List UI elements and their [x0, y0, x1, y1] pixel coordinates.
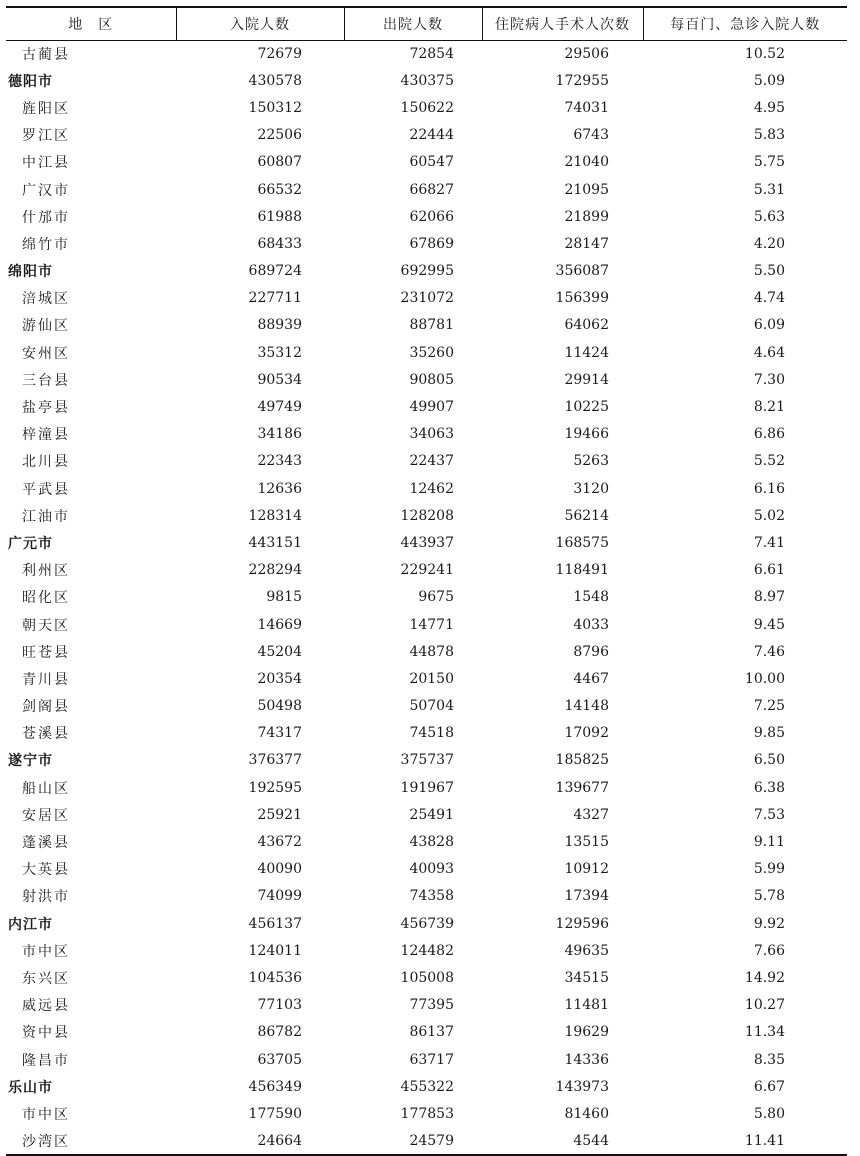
admitted-cell: 88939: [257, 317, 302, 334]
discharged-cell: 62066: [409, 208, 454, 225]
per-100-visits-cell: 5.02: [753, 507, 785, 524]
per-100-visits-cell: 5.31: [753, 181, 785, 198]
admitted-cell: 150312: [248, 99, 302, 116]
region-name-cell: 利州区: [22, 563, 70, 580]
region-name-cell: 什邡市: [22, 209, 70, 226]
surgeries-cell: 5263: [573, 453, 609, 470]
surgeries-cell: 139677: [555, 779, 609, 796]
admitted-cell: 63705: [257, 1051, 302, 1068]
region-name-cell: 广汉市: [22, 182, 70, 199]
surgeries-cell: 13515: [564, 834, 609, 851]
per-100-visits-cell: 5.78: [753, 888, 785, 905]
city-row: [6, 1073, 847, 1100]
region-name-cell: 江油市: [22, 508, 70, 525]
per-100-visits-cell: 4.74: [753, 290, 785, 307]
admitted-cell: 22343: [257, 453, 302, 470]
surgeries-cell: 10912: [564, 861, 609, 878]
per-100-visits-cell: 9.92: [753, 915, 785, 932]
region-name-cell: 蓬溪县: [22, 835, 70, 852]
admitted-cell: 90534: [257, 371, 302, 388]
region-name-cell: 中江县: [22, 155, 70, 172]
per-100-visits-cell: 8.21: [753, 399, 785, 416]
region-name-cell: 平武县: [22, 481, 70, 498]
city-row: [6, 747, 847, 774]
table-row: [6, 366, 847, 393]
header-region: 地 区: [6, 7, 176, 40]
region-name-cell: 沙湾区: [6, 1128, 176, 1155]
region-name-cell: 安居区: [22, 807, 70, 824]
per-100-visits-cell: 7.30: [753, 371, 785, 388]
per-100-visits-cell: 6.67: [753, 1078, 785, 1095]
surgeries-cell: 21040: [564, 154, 609, 171]
surgeries-cell: 56214: [564, 507, 609, 524]
discharged-cell: 67869: [409, 235, 454, 252]
table-row: [6, 992, 847, 1019]
table-row: [6, 1046, 847, 1073]
discharged-cell: 86137: [409, 1024, 454, 1041]
table-row: [6, 611, 847, 638]
surgeries-cell: 168575: [555, 534, 609, 551]
admitted-cell: 86782: [257, 1024, 302, 1041]
discharged-cell: 375737: [400, 752, 454, 769]
surgeries-cell: 14336: [564, 1051, 609, 1068]
table-body: [6, 40, 847, 1155]
statistics-table-page: [6, 6, 847, 1156]
per-100-visits-cell: 9.85: [753, 725, 785, 742]
surgeries-cell: 21899: [564, 208, 609, 225]
admitted-cell: 9815: [266, 589, 302, 606]
discharged-cell: 77395: [409, 997, 454, 1014]
per-100-visits-cell: 10.00: [744, 670, 785, 687]
discharged-cell: 74518: [409, 725, 454, 742]
discharged-cell: 63717: [409, 1051, 454, 1068]
region-name-cell: 梓潼县: [22, 427, 70, 444]
region-name-cell: 射洪市: [22, 889, 70, 906]
region-name-cell: 船山区: [22, 780, 70, 797]
surgeries-cell: 3120: [573, 480, 609, 497]
region-name-cell: 苍溪县: [22, 726, 70, 743]
table-row: [6, 937, 847, 964]
admitted-cell: 228294: [248, 562, 302, 579]
table-row: [6, 584, 847, 611]
discharged-cell: 150622: [400, 99, 454, 116]
header-row: [6, 7, 847, 40]
city-row: [6, 258, 847, 285]
per-100-visits-cell: 10.27: [744, 997, 785, 1014]
table-row: [6, 149, 847, 176]
table-row: [6, 475, 847, 502]
per-100-visits-cell: 7.53: [753, 806, 785, 823]
surgeries-cell: 156399: [555, 290, 609, 307]
discharged-cell: 66827: [409, 181, 454, 198]
per-100-visits-cell: 9.11: [753, 834, 785, 851]
discharged-cell: 25491: [409, 806, 454, 823]
surgeries-cell: 8796: [573, 643, 609, 660]
discharged-cell: 44878: [409, 643, 454, 660]
per-100-visits-cell: 8.35: [753, 1051, 785, 1068]
table-row: [6, 1128, 847, 1155]
per-100-visits-cell: 4.95: [753, 99, 785, 116]
discharged-cell: 430375: [400, 72, 454, 89]
admitted-cell: 74099: [257, 888, 302, 905]
per-100-visits-cell: 6.38: [753, 779, 785, 796]
surgeries-cell: 29506: [564, 45, 609, 62]
discharged-cell: 456739: [400, 915, 454, 932]
region-name-cell: 绵竹市: [22, 236, 70, 253]
region-name-cell: 旺苍县: [22, 644, 70, 661]
header-discharged: 出院人数: [344, 7, 482, 40]
surgeries-cell: 19466: [564, 426, 609, 443]
region-name-cell: 威远县: [22, 998, 70, 1015]
table-row: [6, 393, 847, 420]
discharged-cell: 692995: [400, 263, 454, 280]
table-row: [6, 176, 847, 203]
admitted-cell: 45204: [257, 643, 302, 660]
surgeries-cell: 4544: [482, 1128, 643, 1155]
admitted-cell: 456137: [248, 915, 302, 932]
admitted-cell: 124011: [248, 942, 302, 959]
surgeries-cell: 21095: [564, 181, 609, 198]
admitted-cell: 104536: [248, 969, 302, 986]
region-name-cell: 绵阳市: [8, 264, 53, 281]
per-100-visits-cell: 6.61: [753, 562, 785, 579]
per-100-visits-cell: 14.92: [744, 969, 785, 986]
region-name-cell: 青川县: [22, 671, 70, 688]
region-name-cell: 资中县: [22, 1025, 70, 1042]
table-row: [6, 502, 847, 529]
surgeries-cell: 19629: [564, 1024, 609, 1041]
discharged-cell: 124482: [400, 942, 454, 959]
region-name-cell: 隆昌市: [22, 1052, 70, 1069]
surgeries-cell: 11424: [564, 344, 609, 361]
table-row: [6, 693, 847, 720]
surgeries-cell: 64062: [564, 317, 609, 334]
surgeries-cell: 34515: [564, 969, 609, 986]
surgeries-cell: 10225: [564, 399, 609, 416]
surgeries-cell: 11481: [564, 997, 609, 1014]
discharged-cell: 9675: [418, 589, 454, 606]
admitted-cell: 40090: [257, 861, 302, 878]
admitted-cell: 177590: [248, 1105, 302, 1122]
city-row: [6, 529, 847, 556]
admitted-cell: 77103: [257, 997, 302, 1014]
table-row: [6, 856, 847, 883]
per-100-visits-cell: 11.34: [744, 1024, 785, 1041]
admitted-cell: 128314: [248, 507, 302, 524]
table-row: [6, 801, 847, 828]
per-100-visits-cell: 8.97: [753, 589, 785, 606]
per-100-visits-cell: 5.09: [753, 72, 785, 89]
table-row: [6, 883, 847, 910]
discharged-cell: 191967: [400, 779, 454, 796]
discharged-cell: 229241: [400, 562, 454, 579]
discharged-cell: 455322: [400, 1078, 454, 1095]
discharged-cell: 231072: [400, 290, 454, 307]
region-name-cell: 广元市: [8, 535, 53, 552]
table-row: [6, 230, 847, 257]
discharged-cell: 60547: [409, 154, 454, 171]
per-100-visits-cell: 4.20: [753, 235, 785, 252]
region-name-cell: 旌阳区: [22, 100, 70, 117]
per-100-visits-cell: 6.09: [753, 317, 785, 334]
per-100-visits-cell: 5.52: [753, 453, 785, 470]
discharged-cell: 12462: [409, 480, 454, 497]
table-row: [6, 557, 847, 584]
discharged-cell: 35260: [409, 344, 454, 361]
surgeries-cell: 17394: [564, 888, 609, 905]
region-name-cell: 昭化区: [22, 590, 70, 607]
table-row: [6, 448, 847, 475]
per-100-visits-cell: 9.45: [753, 616, 785, 633]
surgeries-cell: 49635: [564, 942, 609, 959]
surgeries-cell: 6743: [573, 127, 609, 144]
table-row: [6, 339, 847, 366]
admitted-cell: 66532: [257, 181, 302, 198]
surgeries-cell: 74031: [564, 99, 609, 116]
admitted-cell: 20354: [257, 670, 302, 687]
discharged-cell: 90805: [409, 371, 454, 388]
surgeries-cell: 28147: [564, 235, 609, 252]
table-row: [6, 285, 847, 312]
table-row: [6, 964, 847, 991]
region-name-cell: 涪城区: [22, 291, 70, 308]
surgeries-cell: 185825: [555, 752, 609, 769]
region-name-cell: 乐山市: [8, 1079, 53, 1096]
table-row: [6, 665, 847, 692]
per-100-visits-cell: 5.83: [753, 127, 785, 144]
admitted-cell: 12636: [257, 480, 302, 497]
region-name-cell: 三台县: [22, 372, 70, 389]
per-100-visits-cell: 4.64: [753, 344, 785, 361]
header-surgeries: 住院病人手术人次数: [482, 7, 643, 40]
discharged-cell: 34063: [409, 426, 454, 443]
region-name-cell: 德阳市: [8, 73, 53, 90]
admitted-cell: 430578: [248, 72, 302, 89]
surgeries-cell: 1548: [573, 589, 609, 606]
admitted-cell: 376377: [248, 752, 302, 769]
admitted-cell: 689724: [248, 263, 302, 280]
admitted-cell: 25921: [257, 806, 302, 823]
discharged-cell: 177853: [400, 1105, 454, 1122]
admitted-cell: 68433: [257, 235, 302, 252]
surgeries-cell: 172955: [555, 72, 609, 89]
admitted-cell: 24664: [176, 1128, 344, 1155]
discharged-cell: 128208: [400, 507, 454, 524]
surgeries-cell: 4327: [573, 806, 609, 823]
table-row: [6, 638, 847, 665]
admitted-cell: 227711: [248, 290, 302, 307]
admitted-cell: 192595: [248, 779, 302, 796]
per-100-visits-cell: 6.86: [753, 426, 785, 443]
admitted-cell: 60807: [257, 154, 302, 171]
surgeries-cell: 4467: [573, 670, 609, 687]
discharged-cell: 24579: [344, 1128, 482, 1155]
table-row: [6, 1019, 847, 1046]
region-name-cell: 市中区: [22, 943, 70, 960]
admitted-cell: 49749: [257, 399, 302, 416]
region-name-cell: 安州区: [22, 345, 70, 362]
region-name-cell: 游仙区: [22, 318, 70, 335]
region-name-cell: 市中区: [22, 1106, 70, 1123]
discharged-cell: 105008: [400, 969, 454, 986]
discharged-cell: 72854: [409, 45, 454, 62]
table-row: [6, 828, 847, 855]
discharged-cell: 49907: [409, 399, 454, 416]
surgeries-cell: 81460: [564, 1105, 609, 1122]
admitted-cell: 456349: [248, 1078, 302, 1095]
region-name-cell: 朝天区: [22, 617, 70, 634]
per-100-visits-cell: 5.80: [753, 1105, 785, 1122]
per-100-visits-cell: 5.75: [753, 154, 785, 171]
admitted-cell: 443151: [248, 534, 302, 551]
table-row: [6, 94, 847, 121]
per-100-visits-cell: 10.52: [744, 45, 785, 62]
table-header: [6, 7, 847, 40]
per-100-visits-cell: 6.16: [753, 480, 785, 497]
per-100-visits-cell: 5.50: [753, 263, 785, 280]
region-name-cell: 剑阁县: [22, 699, 70, 716]
table-row: [6, 1100, 847, 1127]
discharged-cell: 22437: [409, 453, 454, 470]
discharged-cell: 74358: [409, 888, 454, 905]
region-name-cell: 北川县: [22, 454, 70, 471]
region-name-cell: 内江市: [8, 916, 53, 933]
discharged-cell: 50704: [409, 698, 454, 715]
table-row: [6, 203, 847, 230]
admitted-cell: 35312: [257, 344, 302, 361]
surgeries-cell: 17092: [564, 725, 609, 742]
per-100-visits-cell: 7.66: [753, 942, 785, 959]
per-100-visits-cell: 5.99: [753, 861, 785, 878]
discharged-cell: 443937: [400, 534, 454, 551]
admitted-cell: 14669: [257, 616, 302, 633]
region-name-cell: 遂宁市: [8, 753, 53, 770]
city-row: [6, 910, 847, 937]
per-100-visits-cell: 11.41: [643, 1128, 847, 1155]
surgeries-cell: 118491: [555, 562, 609, 579]
region-name-cell: 大英县: [22, 862, 70, 879]
header-admitted: 入院人数: [176, 7, 344, 40]
surgeries-cell: 4033: [573, 616, 609, 633]
discharged-cell: 22444: [409, 127, 454, 144]
admitted-cell: 43672: [257, 834, 302, 851]
admitted-cell: 50498: [257, 698, 302, 715]
discharged-cell: 43828: [409, 834, 454, 851]
per-100-visits-cell: 6.50: [753, 752, 785, 769]
discharged-cell: 40093: [409, 861, 454, 878]
per-100-visits-cell: 7.46: [753, 643, 785, 660]
surgeries-cell: 356087: [555, 263, 609, 280]
admitted-cell: 22506: [257, 127, 302, 144]
admitted-cell: 72679: [257, 45, 302, 62]
table-row: [6, 40, 847, 67]
per-100-visits-cell: 7.25: [753, 698, 785, 715]
region-name-cell: 古蔺县: [22, 46, 70, 63]
admitted-cell: 34186: [257, 426, 302, 443]
table-row: [6, 312, 847, 339]
table-row: [6, 720, 847, 747]
header-admissions-per-100-visits: 每百门、急诊入院人数: [643, 7, 847, 40]
region-name-cell: 东兴区: [22, 970, 70, 987]
surgeries-cell: 14148: [564, 698, 609, 715]
city-row: [6, 67, 847, 94]
per-100-visits-cell: 5.63: [753, 208, 785, 225]
surgeries-cell: 143973: [555, 1078, 609, 1095]
admitted-cell: 61988: [257, 208, 302, 225]
table-row: [6, 421, 847, 448]
surgeries-cell: 29914: [564, 371, 609, 388]
surgeries-cell: 129596: [555, 915, 609, 932]
region-name-cell: 罗江区: [22, 128, 70, 145]
discharged-cell: 20150: [409, 670, 454, 687]
table-row: [6, 122, 847, 149]
per-100-visits-cell: 7.41: [753, 534, 785, 551]
table-row: [6, 774, 847, 801]
admitted-cell: 74317: [257, 725, 302, 742]
discharged-cell: 88781: [409, 317, 454, 334]
discharged-cell: 14771: [409, 616, 454, 633]
hospital-admissions-table: [6, 6, 847, 1156]
region-name-cell: 盐亭县: [22, 400, 70, 417]
